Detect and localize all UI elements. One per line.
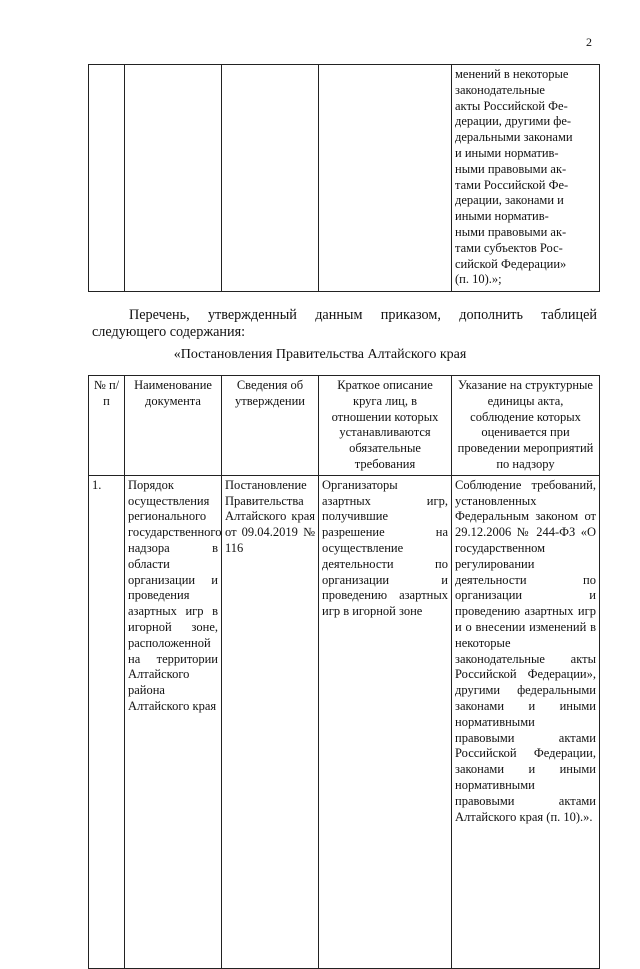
cont-text-line: акты Российской Фе-	[455, 98, 568, 113]
table-row	[89, 475, 600, 968]
header-persons: Краткое описание круга лиц, в отношении которых устанавливаются обязательные требования	[319, 376, 452, 476]
cont-cell-approval	[222, 65, 319, 292]
cont-text-line: (п. 10).»;	[455, 272, 502, 287]
table-caption: «Постановления Правительства Алтайского края	[173, 347, 467, 362]
cell-structural-units: Соблюдение требований, установленных Федеральным законом от 29.12.2006 № 244-ФЗ «О государственном регулировании деятельности по организации и проведению азартных игр и о внесении изменений в некоторые законодательные акты Российской Федерации», другими федеральными законами и иными нормативными правовыми актами Российской Федерации, законами и иными нормативными правовыми актами Алтайского края (п. 10).».	[452, 475, 600, 968]
cont-cell-persons	[319, 65, 452, 292]
cont-text-line: и иными норматив-	[455, 145, 559, 160]
cont-text-line: законодательные	[455, 82, 545, 97]
cont-cell-units	[452, 65, 600, 292]
cont-text-line: дерации, другими фе-	[455, 114, 572, 129]
cell-num: 1.	[89, 475, 125, 968]
body-paragraph: Перечень, утвержденный данным приказом, дополнить таблицей следующего содержания:	[92, 307, 597, 340]
page-number: 2	[586, 35, 592, 49]
cont-cell-num	[89, 65, 125, 292]
header-approval: Сведения об утверждении	[222, 376, 319, 476]
header-num: № п/п	[89, 376, 125, 476]
cell-document-name: Порядок осуществления регионального государственного надзора в области организации и проведения азартных игр в игорной зоне, расположенной на территории Алтайского района Алтайского края	[125, 475, 222, 968]
cont-text-line: деральными законами	[455, 130, 573, 145]
cont-text-line: менений в некоторые	[455, 67, 569, 81]
cont-text-line: тами Российской Фе-	[455, 177, 569, 192]
header-name: Наименование документа	[125, 376, 222, 476]
cont-text-line: иными норматив-	[455, 209, 549, 224]
continuation-table	[88, 64, 600, 292]
header-units: Указание на структурные единицы акта, соблюдение которых оценивается при проведении мероприятий по надзору	[452, 376, 600, 476]
cont-text-line: ными правовыми ак-	[455, 224, 567, 239]
cell-approval: Постановление Правительства Алтайского края от 09.04.2019 № 116	[222, 475, 319, 968]
cont-text-line: сийской Федерации»	[455, 256, 567, 271]
cont-text-line: дерации, законами и	[455, 193, 564, 208]
table-header-row	[89, 376, 600, 476]
cont-cell-name	[125, 65, 222, 292]
cont-text-line: тами субъектов Рос-	[455, 240, 563, 255]
cont-text-line: ными правовыми ак-	[455, 161, 567, 176]
requirements-table	[88, 375, 600, 969]
cell-persons: Организаторы азартных игр, получившие разрешение на осуществление деятельности по организации и проведению азартных игр в игорной зоне	[319, 475, 452, 968]
